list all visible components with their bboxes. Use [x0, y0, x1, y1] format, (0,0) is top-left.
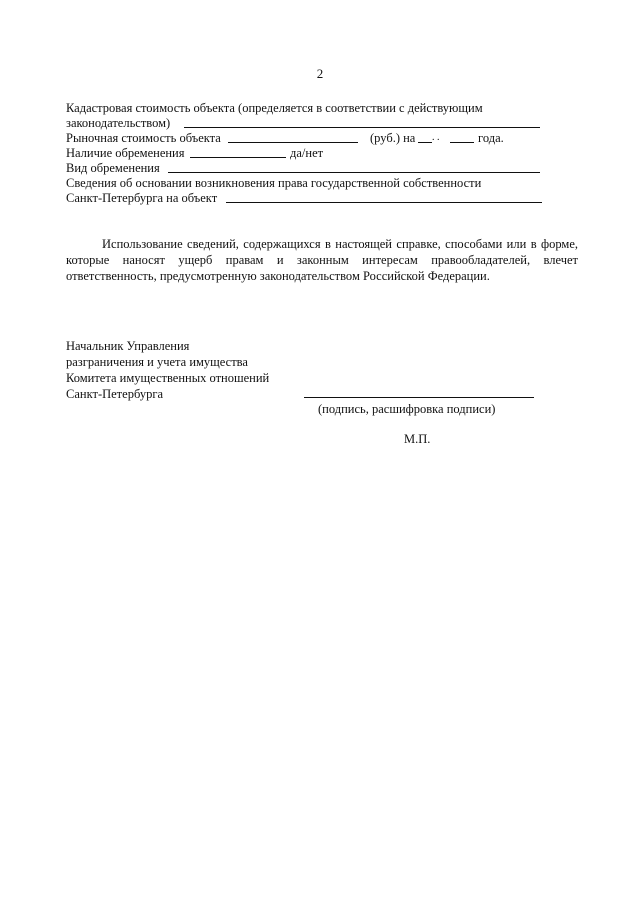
market-date-day-field[interactable]: [418, 142, 432, 143]
cadastral-value-label-line1: Кадастровая стоимость объекта (определяется в соответствии с действующим: [66, 101, 483, 115]
signatory-position-line2: разграничения и учета имущества: [66, 355, 248, 369]
liability-warning: Использование сведений, содержащихся в настоящей справке, способами или в форме, которые наносят ущерб правам и законным интересам правообладателей, влечет ответственность, предусмотренную законодательством Российской Федерации.: [66, 237, 578, 283]
stamp-label: М.П.: [404, 432, 431, 446]
signatory-position-line4: Санкт-Петербурга: [66, 387, 164, 401]
signatory-position-line3: Комитета имущественных отношений: [66, 371, 270, 385]
signature-caption: (подпись, расшифровка подписи): [318, 402, 496, 416]
encumbrance-type-label: Вид обременения: [66, 161, 160, 175]
ownership-basis-label-line1: Сведения об основании возникновения права государственной собственности: [66, 176, 482, 190]
market-value-label: Рыночная стоимость объекта: [66, 131, 221, 145]
ownership-basis-label-line2: Санкт-Петербурга на объект: [66, 191, 218, 205]
cadastral-value-field[interactable]: [184, 127, 540, 128]
encumbrance-options: да/нет: [290, 146, 324, 160]
market-value-currency: (руб.) на: [370, 131, 416, 145]
encumbrance-field[interactable]: [190, 157, 286, 158]
signature-field[interactable]: [304, 397, 534, 398]
market-date-year-field[interactable]: [450, 142, 474, 143]
market-date-separator: . .: [432, 132, 440, 143]
page-number: 2: [316, 66, 324, 81]
market-value-field[interactable]: [228, 142, 358, 143]
market-year-label: года.: [478, 131, 504, 145]
signatory-position-line1: Начальник Управления: [66, 339, 190, 353]
encumbrance-type-field[interactable]: [168, 172, 540, 173]
cadastral-value-label-line2: законодательством): [66, 116, 171, 130]
encumbrance-label: Наличие обременения: [66, 146, 185, 160]
ownership-basis-field[interactable]: [226, 202, 542, 203]
